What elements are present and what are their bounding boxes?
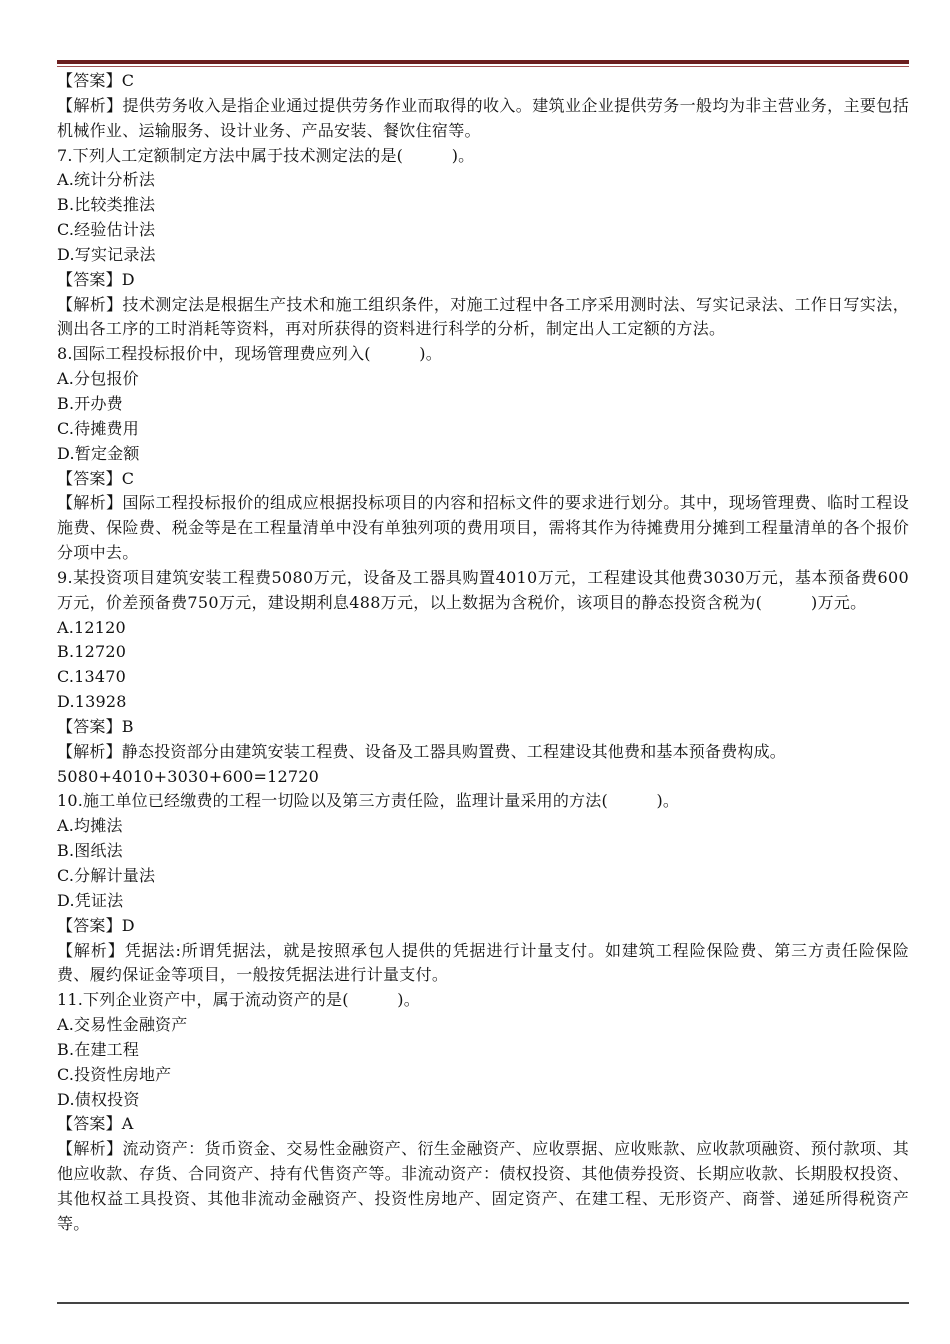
option-c: C.待摊费用 [57, 418, 139, 438]
option-b: B.开办费 [57, 393, 123, 413]
option-d: D.13928 [57, 692, 127, 712]
option-c: C.经验估计法 [57, 220, 156, 240]
question-7: 7.下列人工定额制定方法中属于技术测定法的是( )。 [57, 145, 475, 165]
answer-line: 【答案】D [57, 269, 135, 289]
footer-rule [57, 1302, 909, 1304]
answer-line: 【答案】A [57, 1114, 134, 1134]
question-11: 11.下列企业资产中，属于流动资产的是( )。 [57, 990, 420, 1010]
header-rule [57, 60, 909, 64]
calculation-line: 5080+4010+3030+600=12720 [57, 766, 320, 786]
explanation-paragraph: 【解析】技术测定法是根据生产技术和施工组织条件，对施工过程中各工序采用测时法、写实记录法、工作日写实法，测出各工序的工时消耗等资料，再对所获得的资料进行科学的分析，制定出人工定额的方法。 [57, 294, 909, 339]
option-b: B.12720 [57, 642, 127, 662]
option-d: D.凭证法 [57, 890, 124, 910]
explanation-paragraph: 【解析】提供劳务收入是指企业通过提供劳务作业而取得的收入。建筑业企业提供劳务一般均为非主营业务，主要包括机械作业、运输服务、设计业务、产品安装、餐饮住宿等。 [57, 95, 909, 140]
answer-line: 【答案】C [57, 468, 135, 488]
option-b: B.比较类推法 [57, 195, 156, 215]
option-b: B.图纸法 [57, 841, 123, 861]
answer-line: 【答案】C [57, 71, 135, 90]
option-a: A.12120 [57, 617, 126, 637]
explanation-paragraph: 【解析】流动资产：货币资金、交易性金融资产、衍生金融资产、应收票据、应收账款、应收款项融资、预付款项、其他应收款、存货、合同资产、持有代售资产等。非流动资产：债权投资、其他债券投资、长期应收款、长期股权投资、其他权益工具投资、其他非流动金融资产、投资性房地产、固定资产、在建工程、无形资产、商誉、递延所得税资产等。 [57, 1139, 909, 1233]
document-body [57, 69, 909, 1237]
option-c: C.投资性房地产 [57, 1064, 172, 1084]
question-8: 8.国际工程投标报价中，现场管理费应列入( )。 [57, 344, 442, 364]
option-a: A.分包报价 [57, 369, 139, 389]
option-d: D.暂定金额 [57, 443, 140, 463]
question-9: 9.某投资项目建筑安装工程费5080万元，设备及工器具购置4010万元，工程建设其他费3030万元，基本预备费600万元，价差预备费750万元，建设期利息488万元，以上数据为含税价，该项目的静态投资含税为( )万元。 [57, 567, 909, 612]
answer-line: 【答案】B [57, 716, 134, 736]
explanation-paragraph: 【解析】国际工程投标报价的组成应根据投标项目的内容和招标文件的要求进行划分。其中，现场管理费、临时工程设施费、保险费、税金等是在工程量清单中没有单独列项的费用项目，需将其作为待摊费用分摊到工程量清单的各个报价分项中去。 [57, 493, 909, 563]
option-c: C.13470 [57, 667, 127, 687]
explanation-paragraph: 【解析】静态投资部分由建筑安装工程费、设备及工器具购置费、工程建设其他费和基本预备费构成。 [57, 741, 787, 761]
option-a: A.交易性金融资产 [57, 1015, 188, 1035]
option-d: D.写实记录法 [57, 244, 156, 264]
option-b: B.在建工程 [57, 1039, 140, 1059]
answer-line: 【答案】D [57, 915, 135, 935]
header-rule-thin [57, 66, 909, 67]
explanation-paragraph: 【解析】凭据法:所谓凭据法，就是按照承包人提供的凭据进行计量支付。如建筑工程险保险费、第三方责任险保险费、履约保证金等项目，一般按凭据法进行计量支付。 [57, 940, 909, 985]
option-c: C.分解计量法 [57, 866, 156, 885]
option-a: A.均摊法 [57, 816, 123, 836]
question-10: 10.施工单位已经缴费的工程一切险以及第三方责任险，监理计量采用的方法( )。 [57, 791, 680, 811]
option-a: A.统计分析法 [57, 170, 156, 190]
option-d: D.债权投资 [57, 1089, 140, 1109]
